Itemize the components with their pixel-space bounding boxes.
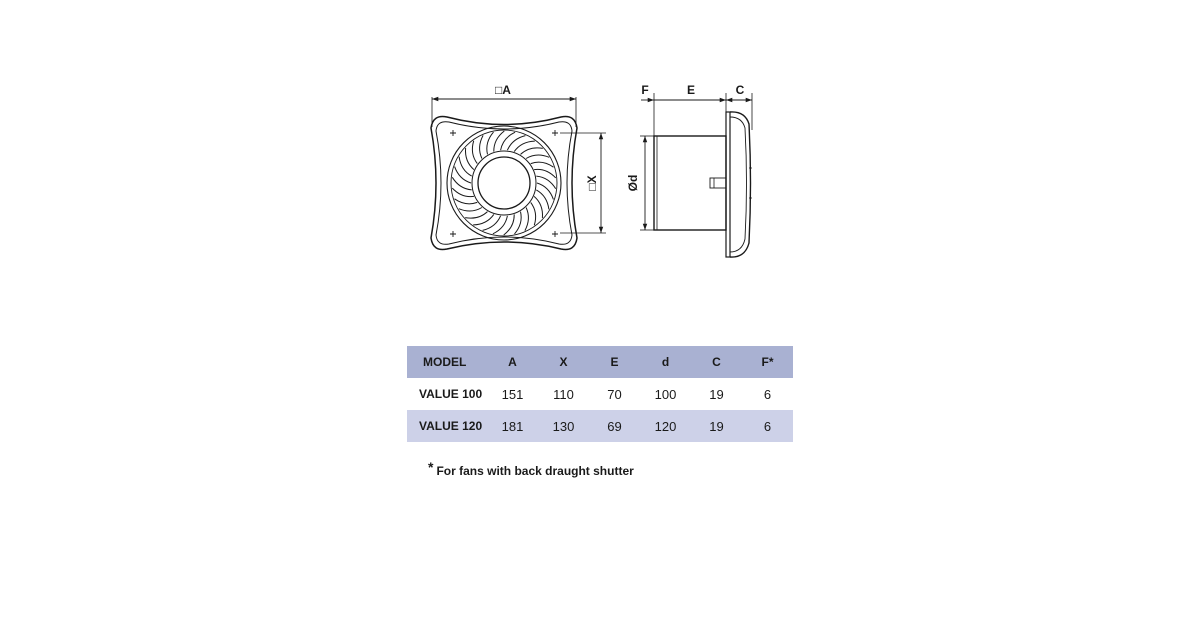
grille-vane xyxy=(472,141,477,164)
fan-hub xyxy=(478,157,530,209)
table-cell: 6 xyxy=(763,418,772,434)
column-header-e: E xyxy=(610,355,619,369)
mounting-clip xyxy=(710,178,726,188)
table-cell: 70 xyxy=(607,386,622,402)
grille-vane xyxy=(459,157,472,176)
grille-vane xyxy=(521,148,543,155)
column-header-x: X xyxy=(559,355,568,369)
grille-vane xyxy=(459,208,482,212)
grille-vane xyxy=(514,141,535,152)
table-cell: 120 xyxy=(654,418,677,434)
model-cell: VALUE 120 xyxy=(419,419,483,433)
grille-vane xyxy=(531,202,536,225)
grille-vane xyxy=(494,131,505,152)
column-header-a: A xyxy=(508,355,517,369)
model-cell: VALUE 100 xyxy=(419,387,483,401)
screw-mark xyxy=(450,130,456,136)
fan-housing-outline xyxy=(431,116,577,249)
screw-mark xyxy=(450,231,456,237)
grille-vane xyxy=(515,212,522,234)
dimension-c-label: C xyxy=(735,83,745,97)
footnote-marker: * xyxy=(428,459,434,475)
column-header-model: MODEL xyxy=(423,355,467,369)
dimension-d-label: Ød xyxy=(626,174,640,192)
grille-vane xyxy=(536,190,549,209)
mounting-plate xyxy=(726,112,730,257)
grille-vane xyxy=(452,177,471,190)
grille-vane xyxy=(537,183,553,199)
grille-vane xyxy=(526,155,549,159)
table-cell: 69 xyxy=(607,418,622,434)
grille-vane xyxy=(525,208,529,231)
front-view xyxy=(431,97,606,250)
grille-vane xyxy=(493,216,508,234)
table-cell: 19 xyxy=(709,386,724,402)
table-cell: 19 xyxy=(709,418,724,434)
grille-vane xyxy=(455,199,478,204)
table-cell: 181 xyxy=(501,418,524,434)
side-view xyxy=(640,93,752,257)
table-row xyxy=(407,378,793,410)
column-header-d: d xyxy=(661,355,670,369)
grille-vane xyxy=(507,136,525,151)
grille-vane xyxy=(531,162,554,167)
grille-vane xyxy=(504,214,515,235)
footnote xyxy=(428,459,634,478)
column-header-f: F* xyxy=(761,355,774,369)
table-header-row xyxy=(407,346,793,378)
grille-vane xyxy=(487,132,494,154)
front-cover xyxy=(730,112,751,257)
table-cell: 110 xyxy=(553,386,574,402)
screw-mark xyxy=(552,130,558,136)
table-cell: 100 xyxy=(654,386,677,402)
dimension-a-label: □A xyxy=(495,83,511,97)
grille-vane xyxy=(465,212,487,219)
grille-vane xyxy=(483,216,501,231)
grille-vanes xyxy=(452,131,555,235)
dimensions-table xyxy=(407,346,793,442)
table-cell: 151 xyxy=(501,386,524,402)
grille-vane xyxy=(455,167,471,183)
table-row xyxy=(407,410,793,442)
screw-mark xyxy=(552,231,558,237)
column-header-c: C xyxy=(712,355,721,369)
grille-outer-ring xyxy=(447,126,561,240)
table-cell: 130 xyxy=(552,418,575,434)
footnote-text: For fans with back draught shutter xyxy=(436,464,634,478)
grille-vane xyxy=(480,135,484,158)
grille-vane xyxy=(473,214,494,225)
dimension-f-label: F xyxy=(641,83,649,97)
table-cell: 6 xyxy=(763,386,772,402)
grille-vane xyxy=(536,176,555,189)
dimension-e-label: E xyxy=(686,83,696,97)
grille-inner-ring xyxy=(472,151,536,215)
dimension-x-label: □X xyxy=(585,175,599,191)
duct-spigot xyxy=(654,136,726,230)
grille-vane xyxy=(501,132,515,150)
